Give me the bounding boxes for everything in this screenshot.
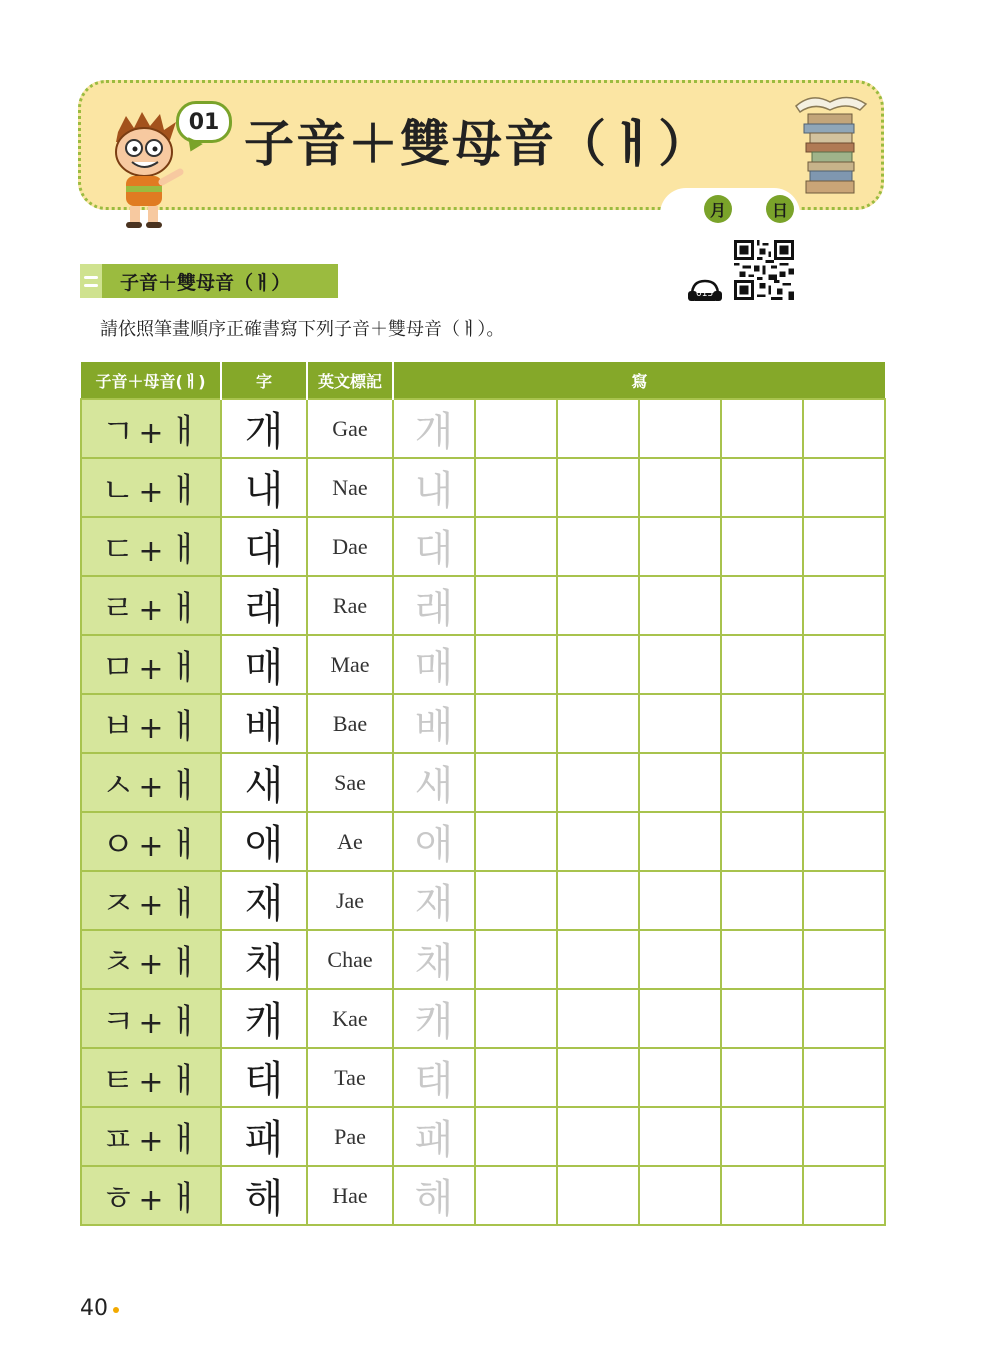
- write-cell[interactable]: [803, 753, 885, 812]
- trace-cell[interactable]: 새: [393, 753, 475, 812]
- romanization-cell: Bae: [307, 694, 393, 753]
- consonant: ㅍ: [101, 1120, 135, 1160]
- page-number: 40: [80, 1296, 108, 1321]
- write-cell[interactable]: [803, 576, 885, 635]
- write-cell[interactable]: [557, 399, 639, 458]
- table-row: [81, 517, 885, 576]
- table-row: [81, 576, 885, 635]
- list-icon: [80, 264, 102, 298]
- section-heading-label: 子音＋雙母音（ㅐ）: [120, 271, 291, 294]
- write-cell[interactable]: [639, 1107, 721, 1166]
- vowel: ㅐ: [167, 825, 201, 865]
- write-cell[interactable]: [639, 753, 721, 812]
- romanization-cell: Hae: [307, 1166, 393, 1225]
- book-stack-icon: [790, 88, 870, 198]
- write-cell[interactable]: [475, 930, 557, 989]
- header-character: 字: [221, 362, 307, 399]
- plus-sign: +: [138, 593, 164, 628]
- write-cell[interactable]: [475, 1107, 557, 1166]
- table-row: [81, 871, 885, 930]
- write-cell[interactable]: [557, 753, 639, 812]
- plus-sign: +: [138, 770, 164, 805]
- write-cell[interactable]: [475, 753, 557, 812]
- syllable-cell: 대: [221, 517, 307, 576]
- syllable-cell: 래: [221, 576, 307, 635]
- combination-cell: [81, 871, 221, 930]
- write-cell[interactable]: [721, 517, 803, 576]
- romanization-cell: Dae: [307, 517, 393, 576]
- plus-sign: +: [138, 1006, 164, 1041]
- vowel: ㅐ: [167, 1120, 201, 1160]
- combination-cell: [81, 812, 221, 871]
- write-cell[interactable]: [803, 694, 885, 753]
- write-cell[interactable]: [721, 458, 803, 517]
- trace-cell[interactable]: 매: [393, 635, 475, 694]
- section-heading: [80, 264, 338, 298]
- write-cell[interactable]: [639, 812, 721, 871]
- write-cell[interactable]: [557, 871, 639, 930]
- trace-cell[interactable]: 애: [393, 812, 475, 871]
- vowel: ㅐ: [167, 648, 201, 688]
- write-cell[interactable]: [639, 694, 721, 753]
- write-cell[interactable]: [803, 458, 885, 517]
- plus-sign: +: [138, 1065, 164, 1100]
- consonant: ㄱ: [101, 412, 135, 452]
- write-cell[interactable]: [803, 517, 885, 576]
- table-row: [81, 1166, 885, 1225]
- plus-sign: +: [138, 416, 164, 451]
- write-cell[interactable]: [557, 1166, 639, 1225]
- vowel: ㅐ: [167, 412, 201, 452]
- write-cell[interactable]: [721, 694, 803, 753]
- syllable-cell: 개: [221, 399, 307, 458]
- practice-table: [80, 362, 886, 1226]
- consonant: ㅊ: [101, 943, 135, 983]
- write-cell[interactable]: [475, 989, 557, 1048]
- syllable-cell: 해: [221, 1166, 307, 1225]
- write-cell[interactable]: [639, 399, 721, 458]
- table-row: [81, 753, 885, 812]
- write-cell[interactable]: [557, 930, 639, 989]
- plus-sign: +: [138, 888, 164, 923]
- romanization-cell: Mae: [307, 635, 393, 694]
- table-row: [81, 694, 885, 753]
- romanization-cell: Jae: [307, 871, 393, 930]
- combination-cell: [81, 1166, 221, 1225]
- header-romanization: 英文標記: [307, 362, 393, 399]
- table-header-row: [81, 362, 885, 399]
- write-cell[interactable]: [557, 1107, 639, 1166]
- write-cell[interactable]: [557, 989, 639, 1048]
- combination-cell: [81, 1048, 221, 1107]
- syllable-cell: 재: [221, 871, 307, 930]
- page-dot-icon: [113, 1307, 119, 1313]
- trace-cell[interactable]: 채: [393, 930, 475, 989]
- write-cell[interactable]: [557, 812, 639, 871]
- write-cell[interactable]: [721, 576, 803, 635]
- write-cell[interactable]: [803, 399, 885, 458]
- write-cell[interactable]: [557, 517, 639, 576]
- write-cell[interactable]: [557, 1048, 639, 1107]
- trace-cell[interactable]: 재: [393, 871, 475, 930]
- write-cell[interactable]: [557, 458, 639, 517]
- consonant: ㄹ: [101, 589, 135, 629]
- combination-cell: [81, 753, 221, 812]
- combination-cell: [81, 930, 221, 989]
- write-cell[interactable]: [721, 812, 803, 871]
- plus-sign: +: [138, 652, 164, 687]
- write-cell[interactable]: [721, 753, 803, 812]
- combination-cell: [81, 635, 221, 694]
- write-cell[interactable]: [721, 635, 803, 694]
- write-cell[interactable]: [639, 930, 721, 989]
- table-row: [81, 812, 885, 871]
- syllable-cell: 새: [221, 753, 307, 812]
- write-cell[interactable]: [639, 458, 721, 517]
- write-cell[interactable]: [475, 399, 557, 458]
- consonant: ㄷ: [101, 530, 135, 570]
- syllable-cell: 채: [221, 930, 307, 989]
- instruction-text: 請依照筆畫順序正確書寫下列子音＋雙母音（ㅐ）。: [100, 319, 505, 340]
- write-cell[interactable]: [639, 1166, 721, 1225]
- table-row: [81, 1048, 885, 1107]
- romanization-cell: Sae: [307, 753, 393, 812]
- romanization-cell: Rae: [307, 576, 393, 635]
- plus-sign: +: [138, 829, 164, 864]
- write-cell[interactable]: [475, 871, 557, 930]
- lesson-number-badge: 01: [176, 101, 232, 143]
- trace-cell[interactable]: 캐: [393, 989, 475, 1048]
- header-write: 寫: [393, 362, 885, 399]
- write-cell[interactable]: [721, 989, 803, 1048]
- write-cell[interactable]: [639, 576, 721, 635]
- vowel: ㅐ: [167, 766, 201, 806]
- consonant: ㅅ: [101, 766, 135, 806]
- write-cell[interactable]: [721, 1048, 803, 1107]
- trace-cell[interactable]: 배: [393, 694, 475, 753]
- romanization-cell: Tae: [307, 1048, 393, 1107]
- vowel: ㅐ: [167, 943, 201, 983]
- write-cell[interactable]: [475, 635, 557, 694]
- table-row: [81, 989, 885, 1048]
- write-cell[interactable]: [557, 576, 639, 635]
- write-cell[interactable]: [721, 930, 803, 989]
- write-cell[interactable]: [721, 1107, 803, 1166]
- plus-sign: +: [138, 947, 164, 982]
- syllable-cell: 태: [221, 1048, 307, 1107]
- syllable-cell: 패: [221, 1107, 307, 1166]
- write-cell[interactable]: [803, 812, 885, 871]
- combination-cell: [81, 399, 221, 458]
- vowel: ㅐ: [167, 884, 201, 924]
- combination-cell: [81, 517, 221, 576]
- write-cell[interactable]: [475, 517, 557, 576]
- consonant: ㅌ: [101, 1061, 135, 1101]
- write-cell[interactable]: [639, 989, 721, 1048]
- vowel: ㅐ: [167, 589, 201, 629]
- trace-cell[interactable]: 내: [393, 458, 475, 517]
- trace-cell[interactable]: 패: [393, 1107, 475, 1166]
- write-cell[interactable]: [475, 576, 557, 635]
- plus-sign: +: [138, 534, 164, 569]
- table-row: [81, 1107, 885, 1166]
- write-cell[interactable]: [475, 1048, 557, 1107]
- combination-cell: [81, 576, 221, 635]
- plus-sign: +: [138, 475, 164, 510]
- write-cell[interactable]: [475, 812, 557, 871]
- write-cell[interactable]: [803, 1166, 885, 1225]
- consonant: ㄴ: [101, 471, 135, 511]
- romanization-cell: Chae: [307, 930, 393, 989]
- combination-cell: [81, 694, 221, 753]
- vowel: ㅐ: [167, 471, 201, 511]
- header-combination: 子音＋母音(ㅐ): [81, 362, 221, 399]
- vowel: ㅐ: [167, 1061, 201, 1101]
- plus-sign: +: [138, 711, 164, 746]
- write-cell[interactable]: [721, 871, 803, 930]
- consonant: ㅎ: [101, 1179, 135, 1219]
- consonant: ㅁ: [101, 648, 135, 688]
- write-cell[interactable]: [557, 635, 639, 694]
- syllable-cell: 배: [221, 694, 307, 753]
- month-badge: 月: [704, 195, 732, 223]
- write-cell[interactable]: [475, 458, 557, 517]
- table-row: [81, 930, 885, 989]
- vowel: ㅐ: [167, 707, 201, 747]
- table-row: [81, 458, 885, 517]
- trace-cell[interactable]: 래: [393, 576, 475, 635]
- trace-cell[interactable]: 대: [393, 517, 475, 576]
- write-cell[interactable]: [803, 1048, 885, 1107]
- syllable-cell: 캐: [221, 989, 307, 1048]
- combination-cell: [81, 458, 221, 517]
- combination-cell: [81, 989, 221, 1048]
- write-cell[interactable]: [557, 694, 639, 753]
- write-cell[interactable]: [721, 399, 803, 458]
- vowel: ㅐ: [167, 1002, 201, 1042]
- syllable-cell: 매: [221, 635, 307, 694]
- syllable-cell: 내: [221, 458, 307, 517]
- romanization-cell: Gae: [307, 399, 393, 458]
- syllable-cell: 애: [221, 812, 307, 871]
- audio-track-number: 015: [696, 289, 714, 299]
- vowel: ㅐ: [167, 530, 201, 570]
- consonant: ㅇ: [101, 825, 135, 865]
- romanization-cell: Pae: [307, 1107, 393, 1166]
- write-cell[interactable]: [803, 930, 885, 989]
- day-badge: 日: [766, 195, 794, 223]
- write-cell[interactable]: [639, 871, 721, 930]
- consonant: ㅂ: [101, 707, 135, 747]
- write-cell[interactable]: [721, 1166, 803, 1225]
- romanization-cell: Nae: [307, 458, 393, 517]
- write-cell[interactable]: [803, 871, 885, 930]
- romanization-cell: Kae: [307, 989, 393, 1048]
- write-cell[interactable]: [475, 1166, 557, 1225]
- consonant: ㅈ: [101, 884, 135, 924]
- trace-cell[interactable]: 태: [393, 1048, 475, 1107]
- trace-cell[interactable]: 개: [393, 399, 475, 458]
- write-cell[interactable]: [803, 1107, 885, 1166]
- combination-cell: [81, 1107, 221, 1166]
- write-cell[interactable]: [475, 694, 557, 753]
- write-cell[interactable]: [639, 1048, 721, 1107]
- plus-sign: +: [138, 1124, 164, 1159]
- page-title: 子音＋雙母音（ㅐ）: [244, 115, 711, 173]
- vowel: ㅐ: [167, 1179, 201, 1219]
- write-cell[interactable]: [803, 635, 885, 694]
- table-row: [81, 399, 885, 458]
- plus-sign: +: [138, 1183, 164, 1218]
- table-row: [81, 635, 885, 694]
- qr-code-icon[interactable]: [734, 240, 794, 300]
- write-cell[interactable]: [803, 989, 885, 1048]
- trace-cell[interactable]: 해: [393, 1166, 475, 1225]
- romanization-cell: Ae: [307, 812, 393, 871]
- write-cell[interactable]: [639, 635, 721, 694]
- write-cell[interactable]: [639, 517, 721, 576]
- consonant: ㅋ: [101, 1002, 135, 1042]
